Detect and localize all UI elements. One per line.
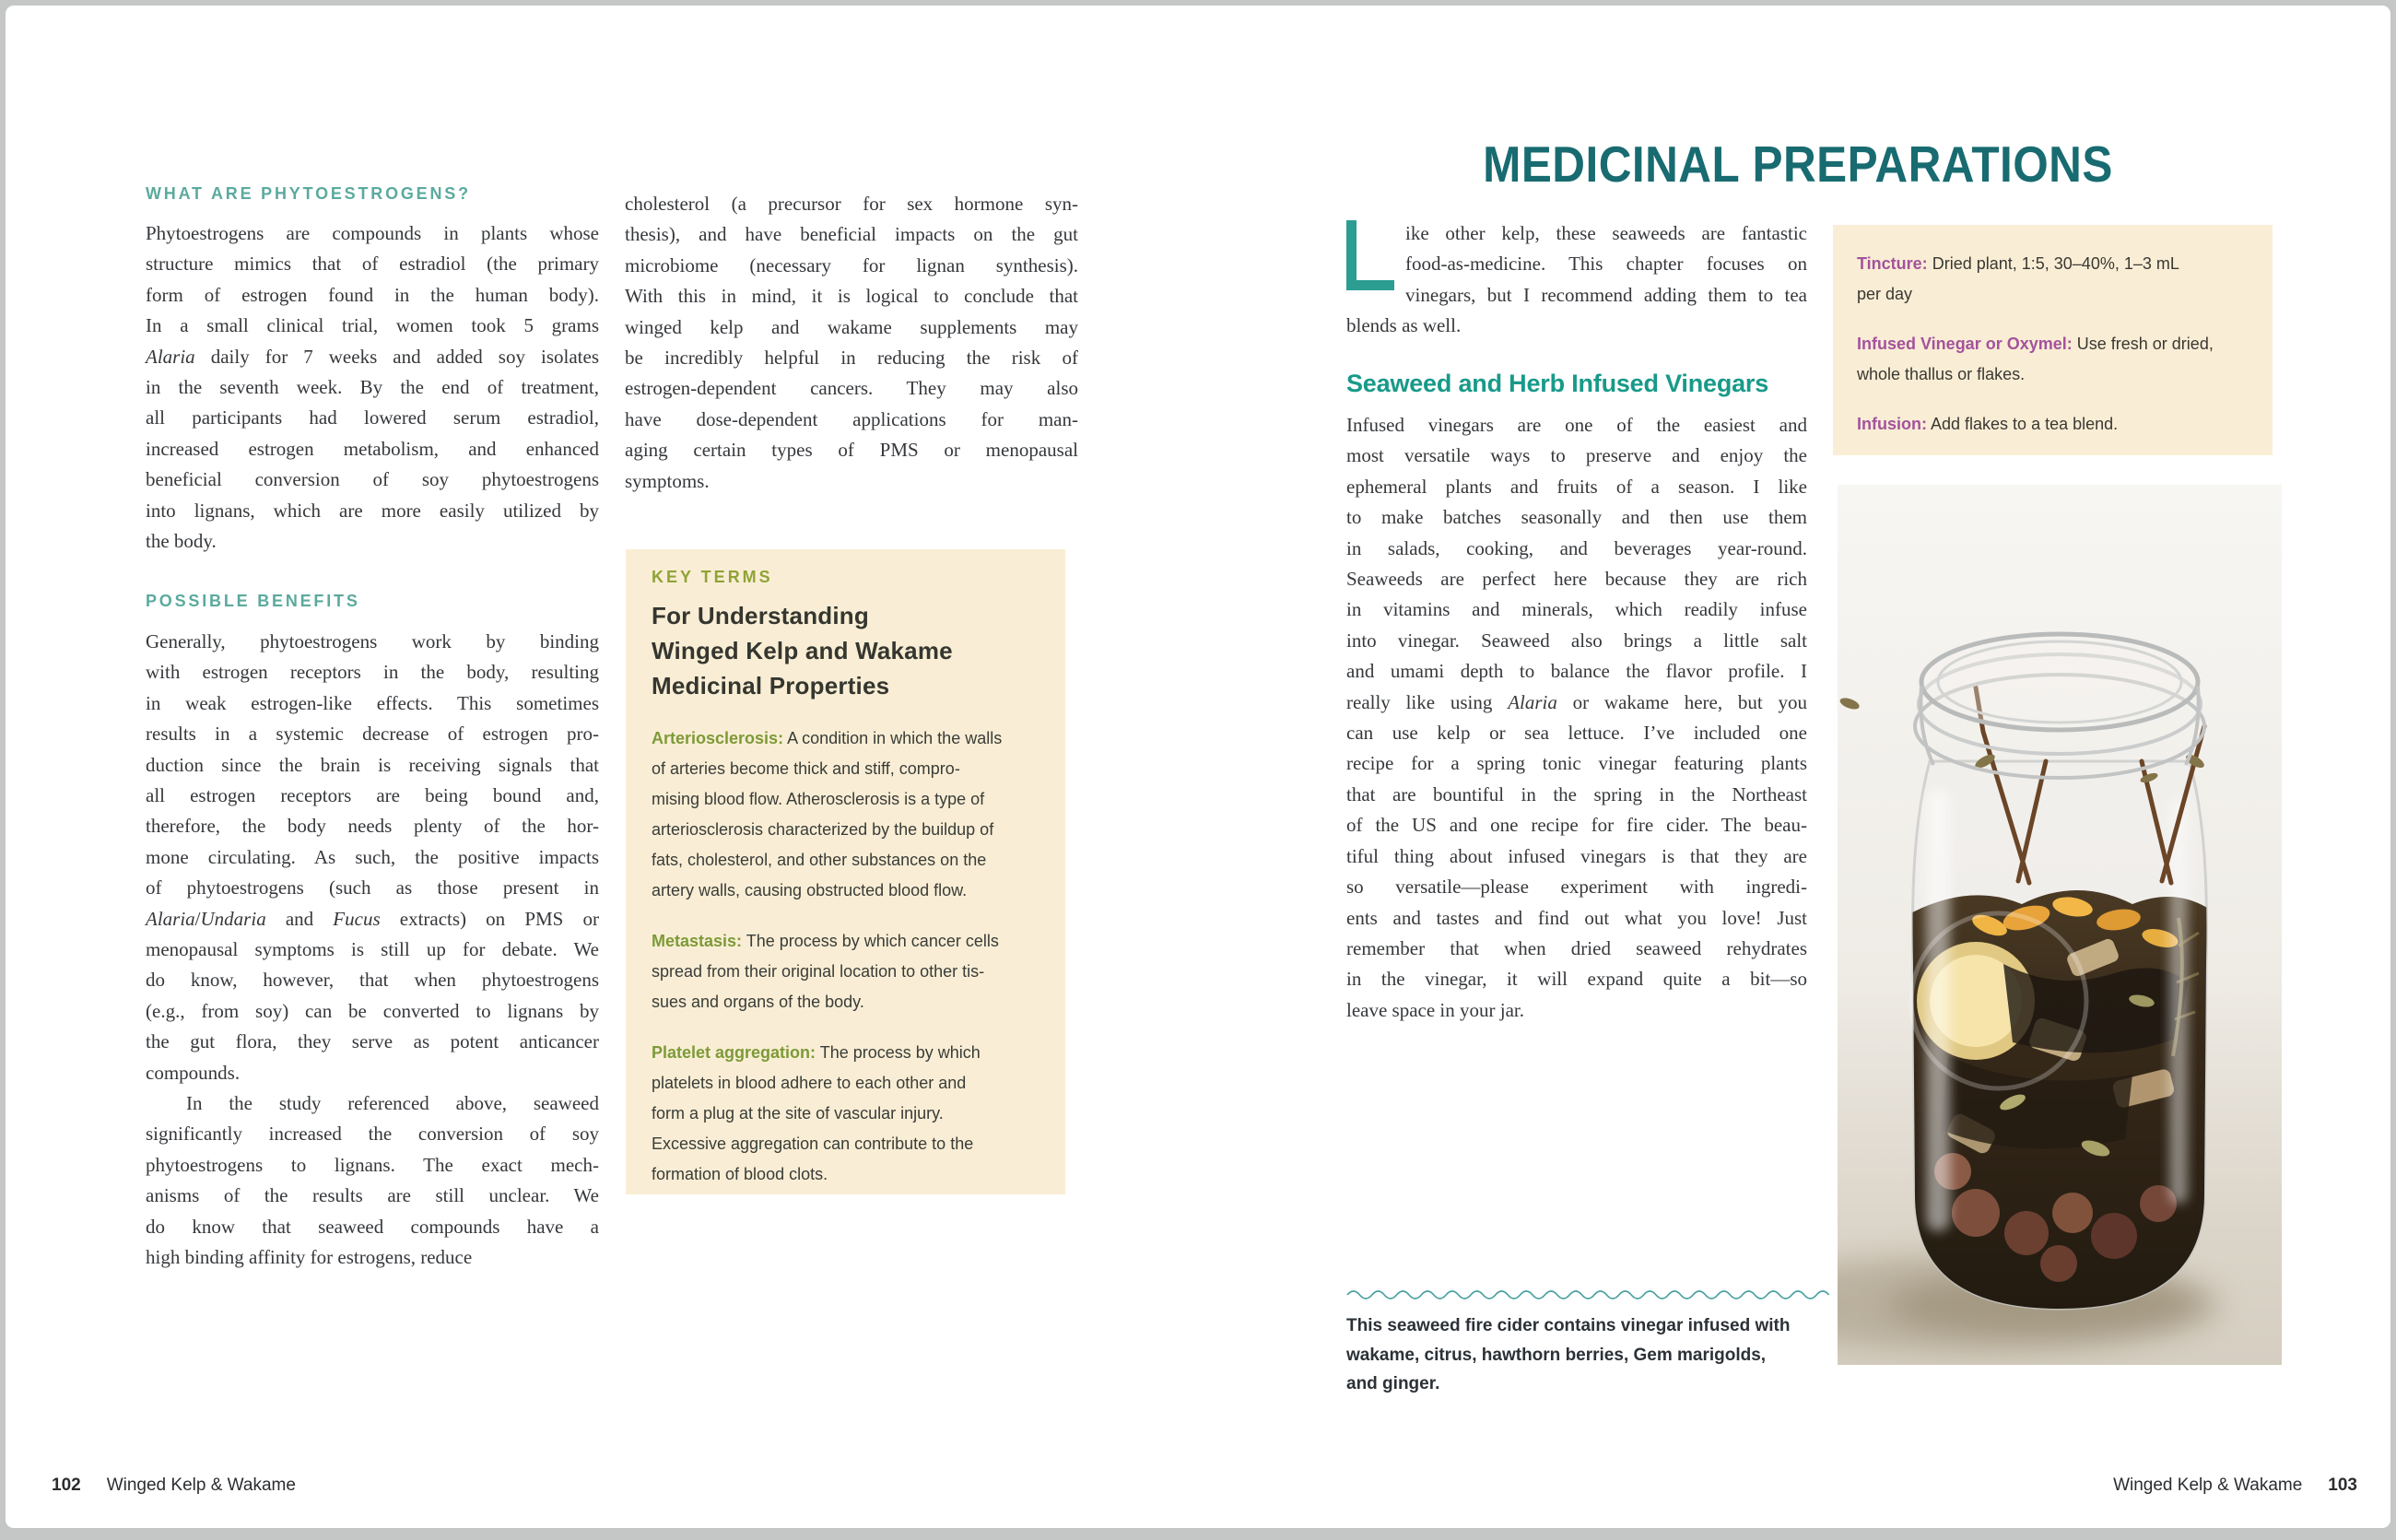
paragraph-possible-benefits: Generally, phytoestrogens work by binding with estrogen receptors in the body, resulting in weak estrogen-like effects. This sometimes results in a systemic decrease of estrogen pro- duction since the brain is receiving signals that all estrogen receptors are being bound and, therefore, the body needs plenty of the hor- mone circulating. As such, the positive impacts of phytoestrogens (such as those present in Alaria/Undaria and Fucus extracts) on PMS or menopausal symptoms is still up for debate. We do know, however, that when phytoestrogens (e.g., from soy) can be converted to lignans by the gut flora, they serve as potent anticancer compounds. [146,630,599,1084]
jar-photo-illustration [1838,485,2282,1365]
running-head: Winged Kelp & Wakame [106,1475,296,1495]
key-term-definition: A condition in which the walls of arteries become thick and stiff, compro- mising blood flow. Atherosclerosis is a type of arteriosclerosis characterized by the buildup of fats, cholesterol, and other substances on the artery walls, causing obstructed blood flow. [652,729,1003,899]
wavy-divider [1346,1287,1841,1300]
book-page-spread [6,6,2390,1528]
key-term-entry [652,926,1043,1017]
dosage-term: Infused Vinegar or Oxymel: [1857,335,2073,353]
paragraph-phytoestrogens: Phytoestrogens are compounds in plants whose structure mimics that of estradiol (the primary form of estrogen found in the human body). In a small clinical trial, women took 5 grams Alaria daily for 7 weeks and added soy isolates in the seventh week. By the end of treatment, all participants had lowered serum estradiol, increased estrogen metabolism, and enhanced beneficial conversion of soy phytoestrogens into lignans, which are more easily utilized by the body. [146,222,599,553]
key-term-entry [652,723,1043,906]
jar-photo [1838,485,2282,1365]
key-term-name: Arteriosclerosis: [652,729,784,747]
page-number: 103 [2328,1475,2357,1495]
key-term-definition: The process by which cancer cells spread from their original location to other tis- sues and organs of the body. [652,932,999,1011]
dosage-entry [1857,409,2252,440]
key-term-name: Platelet aggregation: [652,1043,816,1062]
page-number: 102 [52,1475,81,1495]
paragraph-study: In the study referenced above, seaweed significantly increased the conversion of soy phytoestrogens to lignans. The exact mech- anisms of the results are still unclear. We do know that seaweed compounds have a high binding affinity for estrogens, reduce [146,1092,599,1269]
footer-right [1849,1475,2357,1496]
section-header-phytoestrogens: WHAT ARE PHYTOESTROGENS? [146,184,471,203]
dosage-entry [1857,329,2252,390]
photo-caption: This seaweed fire cider contains vinegar infused with wakame, citrus, hawthorn berries, Gem marigolds, and ginger. [1346,1316,1791,1393]
key-term-name: Metastasis: [652,932,743,950]
key-terms-kicker: KEY TERMS [652,568,773,586]
key-term-entry [652,1038,1043,1190]
chapter-title: MEDICINAL PREPARATIONS [1483,135,2113,193]
key-terms-title: For Understanding Winged Kelp and Wakame Medicinal Properties [652,602,953,699]
dosage-text: Use fresh or dried, whole thallus or flakes. [1857,335,2214,383]
intro-text: ike other kelp, these seaweeds are fantastic food-as-medicine. This chapter focuses on vinegars, but I recommend adding them to tea blends as well. [1346,222,1807,337]
section-header-possible-benefits: POSSIBLE BENEFITS [146,592,360,610]
dosage-text: Add flakes to a tea blend. [1931,415,2119,433]
paragraph-cholesterol: cholesterol (a precursor for sex hormone syn- thesis), and have beneficial impacts on the gut microbiome (necessary for lignan synthesis). With this in mind, it is logical to conclude that winged kelp and wakame supplements may be incredibly helpful in reducing the risk of estrogen-dependent cancers. They may also have dose-dependent applications for man- aging certain types of PMS or menopausal symptoms. [625,193,1078,492]
dosage-term: Infusion: [1857,415,1927,433]
dosage-text: Dried plant, 1:5, 30–40%, 1–3 mL per day [1857,254,2179,303]
intro-paragraph [1346,218,1807,342]
paragraph-infused-vinegars: Infused vinegars are one of the easiest and most versatile ways to preserve and enjoy the ephemeral plants and fruits of a season. I like to make batches seasonally and then use them in salads, cooking, and beverages year-round. Seaweeds are perfect here because they are rich in vitamins and minerals, which readily infuse into vinegar. Seaweed also brings a little salt and umami depth to balance the flavor profile. I really like using Alaria or wakame here, but you can use kelp or sea lettuce. I’ve included one recipe for a spring tonic vinegar featuring plants that are bountiful in the spring in the Northeast of the US and one recipe for fire cider. The beau- tiful thing about infused vinegars is that they are so versatile—please experiment with ingredi- ents and tastes and find out what you love! Just remember that when dried seaweed rehydrates in the vinegar, it will expand quite a bit—so leave space in your jar. [1346,414,1807,1021]
key-terms-box [626,549,1065,1194]
dosage-term: Tincture: [1857,254,1928,273]
dosage-box [1833,225,2273,455]
key-term-definition: The process by which platelets in blood adhere to each other and form a plug at the site of vascular injury. Excessive aggregation can contribute to the formation of blood clots. [652,1043,981,1183]
dosage-entry [1857,249,2252,310]
footer-left [52,1475,296,1496]
drop-cap-l [1346,220,1392,283]
running-head: Winged Kelp & Wakame [2113,1475,2303,1495]
section-heading-vinegars: Seaweed and Herb Infused Vinegars [1346,370,1769,397]
